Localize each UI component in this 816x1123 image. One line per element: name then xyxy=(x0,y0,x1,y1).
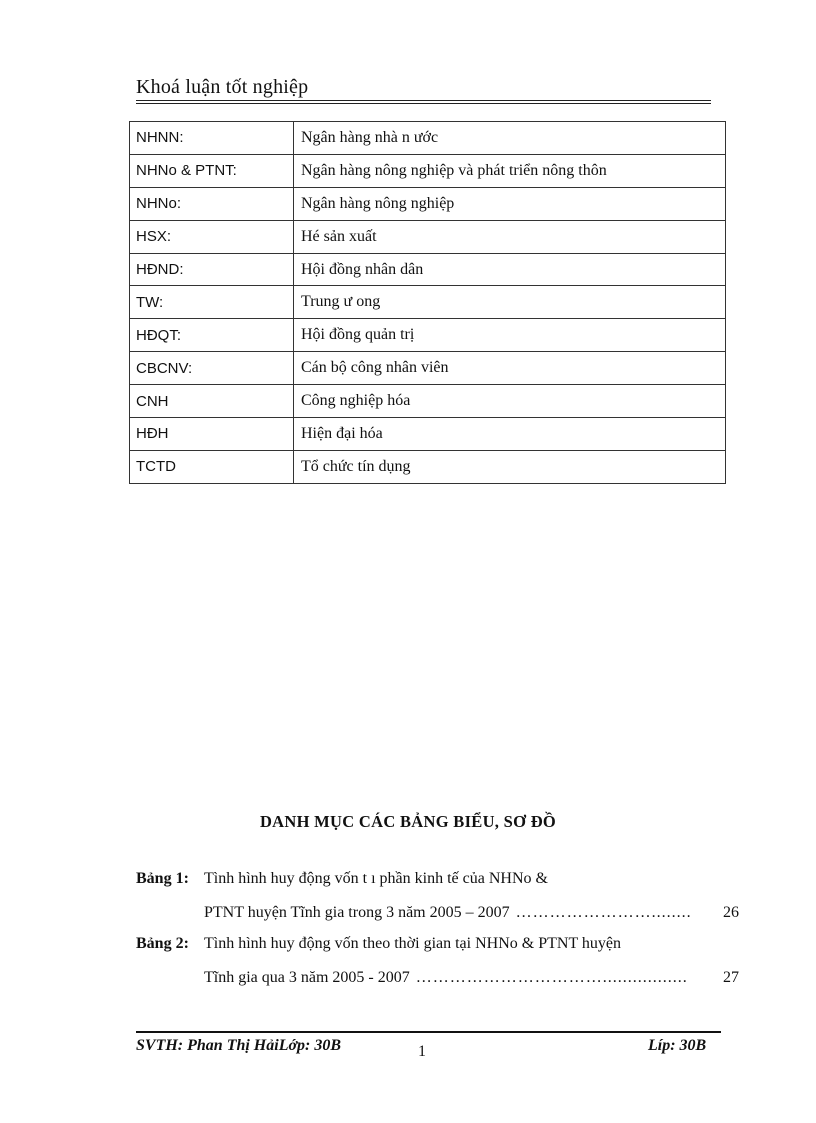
abbreviation-row xyxy=(130,122,726,155)
entry-leader-dots: ……………………………................. xyxy=(415,969,688,986)
abbreviation-row xyxy=(130,450,726,483)
abbreviation-code: TW: xyxy=(130,286,294,319)
abbreviation-meaning: Cán bộ công nhân viên xyxy=(294,352,726,385)
entry-label: Bảng 2: xyxy=(136,935,189,952)
abbreviation-meaning: Hiện đại hóa xyxy=(294,418,726,451)
abbreviation-code: NHNo: xyxy=(130,187,294,220)
footer-page-number: 1 xyxy=(418,1043,426,1060)
abbreviation-meaning: Công nghiệp hóa xyxy=(294,385,726,418)
abbreviation-row xyxy=(130,253,726,286)
abbreviation-code: CBCNV: xyxy=(130,352,294,385)
abbreviation-code: HSX: xyxy=(130,220,294,253)
abbreviation-row xyxy=(130,319,726,352)
abbreviation-row xyxy=(130,418,726,451)
abbreviation-code: HĐQT: xyxy=(130,319,294,352)
abbreviation-code: NHNN: xyxy=(130,122,294,155)
document-header-title: Khoá luận tốt nghiệp xyxy=(136,76,309,98)
abbreviation-code: TCTD xyxy=(130,450,294,483)
header-rule-top xyxy=(136,100,711,101)
abbreviation-meaning: Ngân hàng nông nghiệp xyxy=(294,187,726,220)
table-list-entry-1 xyxy=(136,862,739,930)
header-rule-bottom xyxy=(136,103,711,104)
footer-class-info: Líp: 30B xyxy=(648,1037,707,1054)
entry-title-line2: PTNT huyện Tĩnh gia trong 3 năm 2005 – 2007 xyxy=(204,904,510,921)
abbreviation-meaning: Ngân hàng nhà n ước xyxy=(294,122,726,155)
entry-label: Bảng 1: xyxy=(136,870,189,887)
abbreviation-code: NHNo & PTNT: xyxy=(130,154,294,187)
abbreviation-row xyxy=(130,286,726,319)
entry-leader-dots: ……………………........ xyxy=(515,904,692,921)
footer-rule xyxy=(136,1031,721,1033)
abbreviation-code: HĐH xyxy=(130,418,294,451)
entry-title-line2: Tĩnh gia qua 3 năm 2005 - 2007 xyxy=(204,969,410,986)
abbreviation-row xyxy=(130,352,726,385)
abbreviation-meaning: Tổ chức tín dụng xyxy=(294,450,726,483)
abbreviation-code: CNH xyxy=(130,385,294,418)
section-heading: DANH MỤC CÁC BẢNG BIỂU, SƠ ĐỒ xyxy=(259,812,557,831)
entry-page-number: 27 xyxy=(723,969,739,986)
abbreviation-meaning: Hội đồng nhân dân xyxy=(294,253,726,286)
abbreviation-meaning: Hé sản xuất xyxy=(294,220,726,253)
entry-page-number: 26 xyxy=(723,904,739,921)
table-list-entry-2 xyxy=(136,927,739,995)
abbreviation-row xyxy=(130,154,726,187)
abbreviation-meaning: Trung ư ong xyxy=(294,286,726,319)
entry-title-line1: Tình hình huy động vốn theo thời gian tại NHNo & PTNT huyện xyxy=(204,935,622,952)
abbreviation-row xyxy=(130,187,726,220)
abbreviation-table xyxy=(129,121,726,484)
entry-title-line1: Tình hình huy động vốn t ı phần kinh tế của NHNo & xyxy=(204,870,548,887)
abbreviation-meaning: Hội đồng quản trị xyxy=(294,319,726,352)
footer-student-info: SVTH: Phan Thị HảiLớp: 30B xyxy=(136,1037,342,1054)
abbreviation-meaning: Ngân hàng nông nghiệp và phát triển nông thôn xyxy=(294,154,726,187)
abbreviation-row xyxy=(130,385,726,418)
abbreviation-row xyxy=(130,220,726,253)
abbreviation-code: HĐND: xyxy=(130,253,294,286)
